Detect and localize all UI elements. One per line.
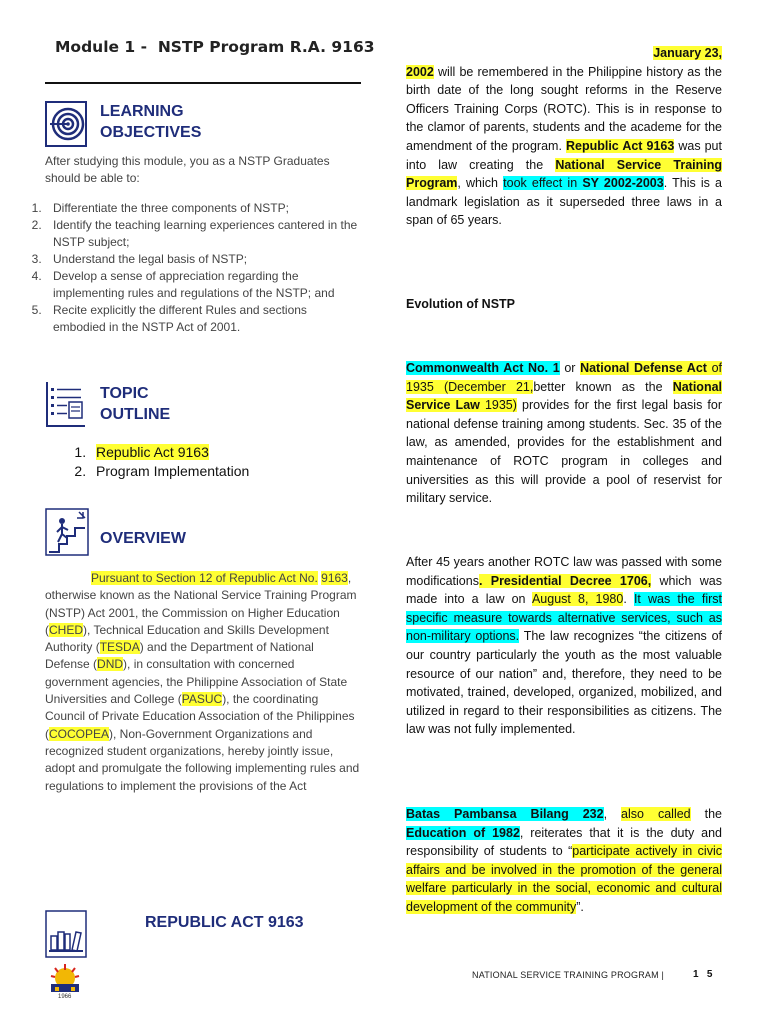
learning-objectives-heading xyxy=(100,101,201,143)
text-run: ), in consultation with concerned government agencies, the Philippine Association of State Universities and College ( xyxy=(45,657,348,707)
overview-paragraph xyxy=(45,570,360,795)
list-item-text: Republic Act 9163 xyxy=(96,444,209,460)
heading-line: OBJECTIVES xyxy=(100,124,202,141)
highlight: 1935) xyxy=(479,398,517,413)
intro-paragraph xyxy=(406,44,722,230)
text-run: , reiterates that it is the duty and responsibility of students to “ xyxy=(406,825,722,859)
list-item: 2. Identify the teaching learning experiences cantered in the NSTP subject; xyxy=(45,217,360,251)
text-run: which was made into a law on xyxy=(406,573,723,607)
heading-line: LEARNING xyxy=(100,103,184,120)
objectives-list xyxy=(0,200,360,336)
text-run: was put into law creating the xyxy=(406,138,722,172)
topic-outline-list xyxy=(70,443,249,481)
highlight: of 1935 (December 21, xyxy=(406,361,723,394)
highlight: January 23, xyxy=(653,46,722,60)
highlight: COCOPEA xyxy=(49,726,110,741)
list-item xyxy=(90,443,249,462)
text-run: will be remembered in the Philippine history as the birth date of the long sought reforms in the Reserve Officers Training Corps (ROTC). This is in response to the clamor of parents, students and the academe for the amendment of the program. xyxy=(406,64,722,153)
highlight: took effect in xyxy=(503,176,583,191)
highlight: DND xyxy=(97,657,124,672)
text-run: or xyxy=(559,361,581,375)
presidential-decree-paragraph xyxy=(406,553,722,739)
highlight: 9163 xyxy=(321,571,348,585)
list-item: 3. Understand the legal basis of NSTP; xyxy=(45,251,360,268)
topic-outline-heading xyxy=(100,383,170,425)
highlight: National Defense Act xyxy=(580,361,707,375)
batas-pambansa-paragraph xyxy=(406,805,722,917)
highlight: August 8, 1980 xyxy=(531,592,624,607)
evolution-heading: Evolution of NSTP xyxy=(406,297,516,311)
text-run: . This is a landmark legislation as it superseded three laws in a span of 65 years. xyxy=(406,176,722,228)
text-run: the xyxy=(690,807,722,821)
text-run: ), the coordinating Council of Private Education Association of the Philippines ( xyxy=(45,692,355,741)
highlight: National Service Training Program xyxy=(406,157,722,191)
text-run: ”. xyxy=(576,899,584,914)
seal-year: 1966 xyxy=(58,994,72,1000)
text-run: ), Non-Government Organizations and recognized student organizations, hereby jointly issue, adopt and promulgate the following implementing rules and regulations to implement the provisions of the Act xyxy=(45,726,360,793)
list-icon xyxy=(45,380,87,428)
heading-line: OUTLINE xyxy=(100,406,171,423)
highlight: PASUC xyxy=(181,692,223,707)
highlight: . Presidential Decree 1706, xyxy=(478,573,652,588)
highlight: CHED xyxy=(49,622,84,637)
highlight: also called xyxy=(621,807,691,821)
books-icon xyxy=(45,910,87,958)
highlight: Commonwealth Act No. 1 xyxy=(406,361,560,375)
text-run: , which xyxy=(457,176,504,191)
highlight: participate actively in civic affairs and be involved in the promotion of the general welfare particularly in the social, economic and cultural development of the community xyxy=(406,844,722,914)
list-item: 1. Differentiate the three components of NSTP; xyxy=(45,200,360,217)
footer-text: NATIONAL SERVICE TRAINING PROGRAM | xyxy=(472,970,665,980)
text-run: , xyxy=(603,807,622,821)
text-run: . xyxy=(623,592,634,607)
list-item: 5. Recite explicitly the different Rules and sections embodied in the NSTP Act of 2001. xyxy=(45,302,360,336)
text-run: provides for the first legal basis for national defense training among students. Sec. 35 of the law, as amended, provides for the establishment and maintenance of ROTC program in colleges and universities as this will provide a pool of reservist for military service. xyxy=(406,398,723,506)
stairs-climber-icon xyxy=(45,508,89,556)
target-icon xyxy=(45,101,87,147)
text-run: , otherwise known as the National Service Training Program (NSTP) Act 2001, the Commission on Higher Education ( xyxy=(45,571,357,637)
list-item: 4. Develop a sense of appreciation regarding the implementing rules and regulations of the NSTP; and xyxy=(45,268,360,302)
highlight: SY 2002-2003 xyxy=(582,176,664,191)
text-run: better known as the xyxy=(533,379,673,394)
republic-act-heading: REPUBLIC ACT 9163 xyxy=(145,914,304,931)
heading-line: TOPIC xyxy=(100,385,149,402)
highlight: Batas Pambansa Bilang 232 xyxy=(406,807,604,821)
date-line xyxy=(406,44,722,63)
text-run: After 45 years another ROTC law was passed with some modifications xyxy=(406,555,722,588)
highlight: Education of 1982 xyxy=(406,825,520,840)
highlight: TESDA xyxy=(99,640,140,655)
text-run: ) and the Department of National Defense ( xyxy=(45,640,314,672)
highlight: Pursuant to Section 12 of Republic Act No. xyxy=(91,571,318,585)
highlight: It was the first specific measure towards alternative services, such as non-military options. xyxy=(406,592,722,644)
text-run: The law recognizes “the citizens of our country particularly the youth as the most valuable resource of our nation” and, therefore, they need to be motivated, trained, developed, organized, mobilized, and utilized in regard to their responsibilities as citizens. The law was not fully implemented. xyxy=(406,629,722,737)
highlight: Republic Act 9163 xyxy=(565,138,675,153)
module-title: Module 1 - NSTP Program R.A. 9163 xyxy=(55,38,375,56)
commonwealth-act-paragraph xyxy=(406,359,722,508)
list-item-text: Program Implementation xyxy=(96,463,250,479)
highlight: 2002 xyxy=(406,64,434,79)
objectives-intro: After studying this module, you as a NSTP Graduates should be able to: xyxy=(45,154,330,185)
title-divider xyxy=(45,82,361,84)
text-run: ), Technical Education and Skills Development Authority ( xyxy=(45,622,329,655)
overview-heading: OVERVIEW xyxy=(100,530,186,547)
page-number: 1 5 xyxy=(693,969,713,980)
list-item xyxy=(90,462,249,481)
highlight: National Service Law xyxy=(406,379,722,413)
